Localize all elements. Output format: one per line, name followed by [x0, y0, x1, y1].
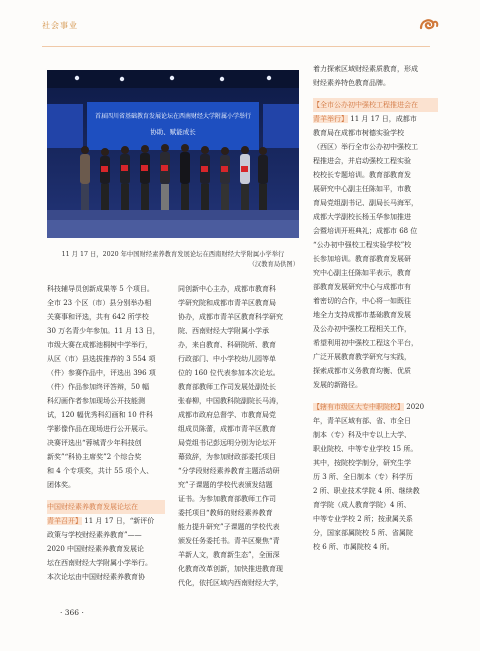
text-line: 教育部教师工作司发展处副处长 [178, 383, 276, 391]
text-line: （西区）举行全市公办初中强校工 [313, 143, 418, 151]
text-line: 展研究中心副主任陈如平，市教 [313, 185, 411, 193]
section-heading: 中国财经素养教育发展论坛在 [47, 500, 165, 514]
page-number: · 366 · [60, 608, 84, 617]
text-line: 试，120 幅优秀科幻画和 10 件科 [47, 411, 153, 419]
text-line: 组成员陈蕾，成都市青羊区教育 [178, 425, 276, 433]
paragraph [313, 62, 438, 90]
text-line: 探索成都市义务教育均衡、优质 [313, 367, 411, 375]
paragraph [178, 282, 300, 590]
text-line: 行政部门、中小学校幼儿园等单 [178, 355, 276, 363]
text-line: 科技辅导员创新成果等 5 个项目。 [47, 285, 154, 293]
paragraph [313, 400, 438, 554]
text-line: 团体奖。 [47, 481, 75, 489]
photo-caption [47, 250, 299, 270]
text-line: 局党组书记彭远明分别为论坛开 [178, 439, 276, 447]
text-line: “分学段财经素养教育主题活动研 [178, 467, 280, 475]
text-line: 中等专业学校 2 所；按隶属关系 [313, 515, 413, 523]
text-line: 本次论坛由中国财经素养教育协 [47, 573, 145, 581]
section-label: 社会事业 [42, 21, 78, 30]
text-line: 坛在西南财经大学附属小学举行。 [47, 559, 152, 567]
text-line: 委托项目“教师的财经素养教育 [178, 509, 273, 517]
column-1 [47, 282, 165, 584]
text-line: 发展的新路径。 [313, 381, 362, 389]
text-line: 位的 160 位代表参加本次论坛。 [178, 369, 280, 377]
text-line: 市级大赛在成都池桐树中学举行， [47, 341, 152, 349]
section-heading: 青羊举行】 [313, 115, 348, 123]
text-line: 颁发任务委托书。青羊区聚焦“青 [178, 537, 280, 545]
text-line: 希望利用初中强校工程这个平台， [313, 339, 418, 347]
text-line: 历 3 所、全日制本（专）科学历 [313, 473, 413, 481]
text-line: 和 4 个专项奖，共计 55 项个人、 [47, 467, 154, 475]
text-line: 长参加培训。教育部教育发展研 [313, 255, 411, 263]
text-line: 校校长专题培训。教育部教育发 [313, 171, 411, 179]
text-line: 协办，成都市青羊区教育科学研究 [178, 313, 283, 321]
paragraph [47, 282, 165, 492]
paragraph [47, 500, 165, 584]
text-line: 学研究院和成都市青羊区教育局 [178, 299, 276, 307]
text-line: 校 6 所、市属院校 4 所。 [313, 543, 394, 551]
text-line: 羊新人文，教育新生态”，全面深 [178, 551, 280, 559]
paragraph [313, 98, 438, 392]
text-line: 化教育改革创新，加快推进教育现 [178, 565, 283, 573]
text-line: 同创新中心主办，成都市教育科 [178, 285, 276, 293]
text-line: 程推进会，并启动强校工程实验 [313, 157, 411, 165]
text-line: 11 月 17 日，成都市 [350, 115, 417, 123]
text-line: “公办初中强校工程实验学校”校 [313, 241, 412, 249]
event-photo [47, 70, 299, 238]
section-heading: 【辖有市级区大专中职院校】 [313, 403, 404, 411]
text-line: 分，国家部属院校 5 所、省属院 [313, 529, 413, 537]
header-divider [42, 46, 430, 47]
stage-banner-subtitle: 协助、赋能成长 [150, 128, 196, 136]
text-line: （件）作品参加终评答辩，50 幅 [47, 383, 150, 391]
text-line: 广泛开展教育教学研究与实践， [313, 353, 411, 361]
text-line: 究”子课题的学校代表颁发结题 [178, 481, 273, 489]
text-line: 证书。为参加教育部教师工作司 [178, 495, 276, 503]
column-2 [178, 282, 300, 590]
text-line: 院、西南财经大学附属小学承 [178, 327, 269, 335]
stage-banner-title: 首届四川省基础教育发展论坛在西南财经大学附属小学举行 [94, 113, 252, 120]
text-line: 2020 中国财经素养教育发展论 [47, 545, 145, 553]
caption-credit: （汉教育局供图） [248, 261, 299, 268]
text-line: 究中心副主任陈如平表示，教育 [313, 269, 411, 277]
section-heading: 青羊召开】 [47, 517, 82, 525]
text-line: 着力探索区域财经素质教育，形成 [313, 65, 418, 73]
text-line: 张春柳，中国教科院副院长马涛， [178, 397, 283, 405]
text-line: 部教育发展研究中心与成都市有 [313, 283, 411, 291]
text-line: 全市 23 个区（市）县分别举办相 [47, 299, 152, 307]
text-line: 政策与学校财经素养教育”—— [47, 531, 142, 539]
decorative-swirl-icon [418, 14, 440, 36]
text-line: 关赛事和评选，共有 642 所学校 [47, 313, 149, 321]
text-line: 30 万名青少年参加。11 月 13 日， [47, 327, 160, 335]
text-line: 学影像作品在现场进行公开展示。 [47, 425, 152, 433]
text-line: 及公办初中强校工程相关工作， [313, 325, 411, 333]
text-line: 2020 [406, 403, 425, 411]
text-line: 决赛评选出“蓉城青少年科技创 [47, 439, 142, 447]
text-line: 能力提升研究”子课题的学校代表 [178, 523, 280, 531]
text-line: 幕致辞，为参加财政部委托项目 [178, 453, 276, 461]
text-line: 育学院（成人教育学院）4 所、 [313, 501, 411, 509]
text-line: 成都市政府总督学、市教育局党 [178, 411, 276, 419]
text-line: 11 月 17 日，“新评价 [84, 517, 155, 525]
text-line: 育局党组副书记、副局长马海军， [313, 199, 418, 207]
section-heading: 【全市公办初中强校工程推进会在 [313, 98, 438, 112]
text-line: 办，来自教育、科研院所、教育 [178, 341, 276, 349]
caption-line-1: 11 月 17 日，2020 年中国财经素养教育发展论坛在西南财经大学附属小学举行 [61, 251, 285, 258]
event-photo-illustration [47, 70, 299, 238]
text-line: 会暨培训开班典礼；成都市 68 位 [313, 227, 418, 235]
text-line: 其中，按院校学制分，研究生学 [313, 459, 411, 467]
text-line: 科幻画作者参加现场公开技能测 [47, 397, 145, 405]
text-line: 职业院校、中等专业学校 15 所。 [313, 445, 418, 453]
text-line: 地全力支持成都市基础教育发展 [313, 311, 411, 319]
text-line: 教育局在成都市树德实验学校 [313, 129, 404, 137]
text-line: 年，青羊区域有部、省、市全日 [313, 417, 411, 425]
text-line: 新奖”“科协主席奖”2 个综合奖 [47, 453, 142, 461]
text-line: 代化，依托区域内西南财经大学， [178, 579, 283, 587]
column-3 [313, 62, 438, 554]
text-line: 着密切的合作，中心将一如既往 [313, 297, 411, 305]
text-line: 制本（专）科及中专以上大学、 [313, 431, 411, 439]
text-line: 从区（市）县选拔推荐的 3 554 项 [47, 355, 156, 363]
text-line: 成都大学副校长杨玉华参加推进 [313, 213, 411, 221]
text-line: （件）参赛作品中，评选出 396 项 [47, 369, 156, 377]
text-line: 财经素养特色教育品牌。 [313, 79, 390, 87]
text-line: 2 所、职业技术学院 4 所、继续教 [313, 487, 420, 495]
